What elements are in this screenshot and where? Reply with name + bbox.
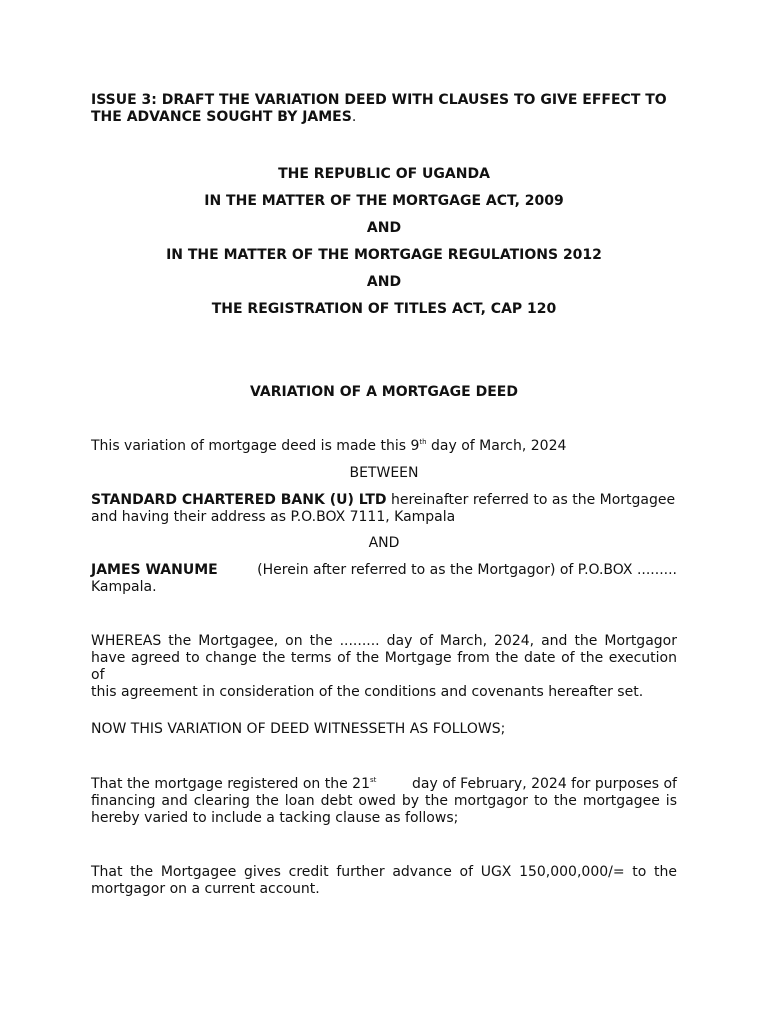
clause-1-line-3: hereby varied to include a tacking clause as follows;	[91, 810, 459, 826]
whereas-line-3: this agreement in consideration of the conditions and covenants hereafter set.	[91, 684, 644, 700]
issue-heading	[91, 92, 677, 126]
whereas-paragraph	[91, 633, 677, 701]
issue-heading-line-1: ISSUE 3: DRAFT THE VARIATION DEED WITH CLAUSES TO GIVE EFFECT TO	[91, 92, 667, 108]
party-mortgagee	[91, 492, 677, 526]
party-mortgagor	[91, 562, 677, 596]
intro-text-after: day of March, 2024	[426, 438, 567, 454]
matter-act-heading: IN THE MATTER OF THE MORTGAGE ACT, 2009	[204, 193, 564, 209]
between-label: BETWEEN	[349, 465, 419, 481]
and-heading-2: AND	[366, 274, 402, 290]
mortgagor-line-1	[91, 562, 677, 579]
whereas-line-1: WHEREAS the Mortgagee, on the ......... day of March, 2024, and the Mortgagor	[91, 633, 677, 649]
clause-2-line-2: mortgagor on a current account.	[91, 881, 320, 897]
clause-2-paragraph	[91, 864, 677, 898]
clause-1-text-before: That the mortgage registered on the 21	[91, 776, 370, 792]
mortgagee-line-2: and having their address as P.O.BOX 7111, Kampala	[91, 509, 456, 525]
republic-heading: THE REPUBLIC OF UGANDA	[278, 166, 490, 182]
clause-1-line-1-part-a	[91, 776, 376, 793]
and-label: AND	[368, 535, 400, 551]
issue-heading-line-2: THE ADVANCE SOUGHT BY JAMES	[91, 109, 352, 125]
matter-regulations-heading: IN THE MATTER OF THE MORTGAGE REGULATIONS 2012	[166, 247, 602, 263]
mortgagor-line-2: Kampala.	[91, 579, 157, 595]
clause-1-paragraph	[91, 776, 677, 827]
titles-act-heading: THE REGISTRATION OF TITLES ACT, CAP 120	[211, 301, 557, 317]
mortgagee-name: STANDARD CHARTERED BANK (U) LTD	[91, 492, 387, 508]
issue-heading-period: .	[351, 109, 357, 125]
clause-1-superscript: st	[370, 776, 377, 784]
clause-1-line-1	[91, 776, 677, 793]
intro-paragraph	[91, 438, 677, 455]
clause-2-line-1: That the Mortgagee gives credit further advance of UGX 150,000,000/= to the	[91, 864, 677, 880]
mortgagor-line-1-rest: (Herein after referred to as the Mortgagor) of P.O.BOX .........	[257, 562, 677, 578]
mortgagee-line-1: hereinafter referred to as the Mortgagee	[386, 492, 676, 508]
intro-superscript: th	[419, 438, 427, 446]
now-this-witnesseth: NOW THIS VARIATION OF DEED WITNESSETH AS FOLLOWS;	[91, 721, 506, 737]
mortgagor-name: JAMES WANUME	[91, 562, 218, 578]
intro-text-before: This variation of mortgage deed is made this 9	[91, 438, 420, 454]
clause-1-line-2: financing and clearing the loan debt owed by the mortgagor to the mortgagee is	[91, 793, 677, 809]
clause-1-text-after: day of February, 2024 for purposes of	[412, 776, 677, 792]
whereas-line-2: have agreed to change the terms of the Mortgage from the date of the execution of	[91, 650, 677, 683]
deed-title: VARIATION OF A MORTGAGE DEED	[250, 384, 518, 400]
and-heading-1: AND	[366, 220, 402, 236]
